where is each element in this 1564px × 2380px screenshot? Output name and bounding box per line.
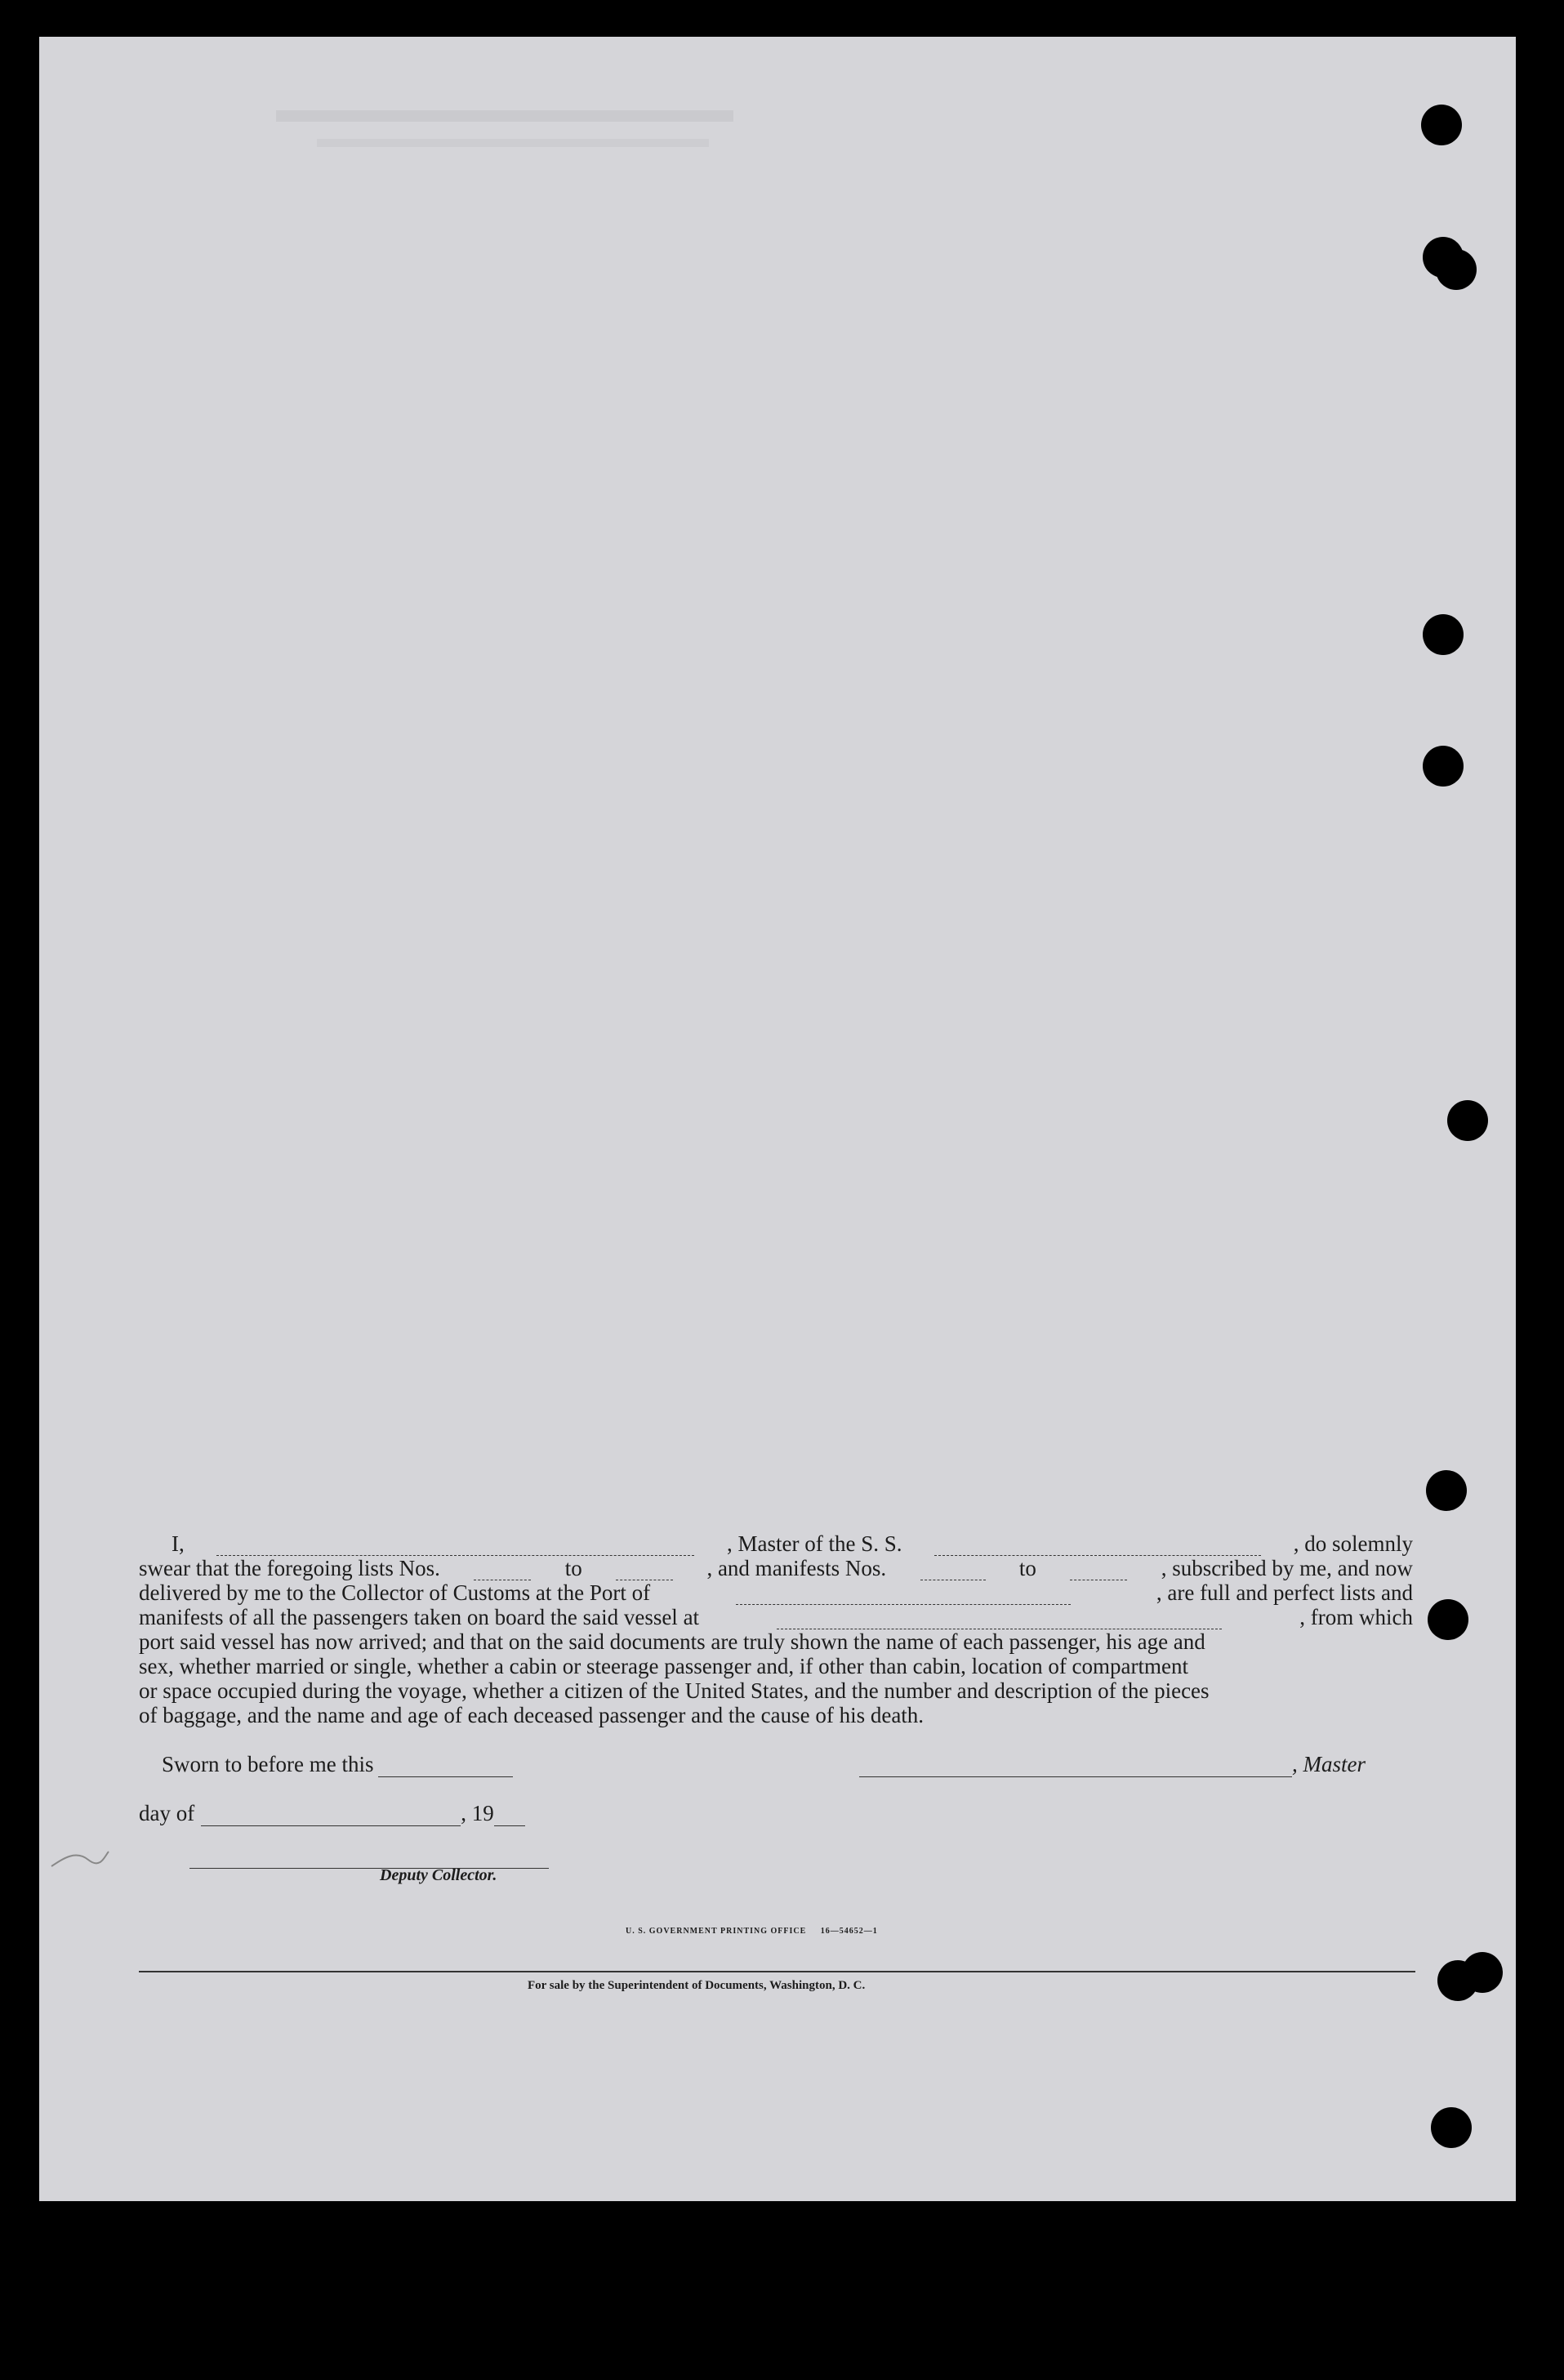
oath-line-4 — [139, 1605, 1413, 1629]
oath-line-5 — [139, 1629, 1413, 1654]
sworn-date-field[interactable] — [378, 1760, 513, 1777]
deputy-collector-label: Deputy Collector. — [380, 1866, 497, 1884]
list-from-field[interactable] — [474, 1562, 531, 1580]
for-sale-note: For sale by the Superintendent of Documents, Washington, D. C. — [528, 1979, 866, 1992]
master-signature-field[interactable] — [859, 1760, 1292, 1777]
punch-hole — [1462, 1952, 1503, 1993]
punch-hole — [1426, 1470, 1467, 1511]
ship-name-field[interactable] — [934, 1537, 1261, 1556]
oath-text: swear that the foregoing lists Nos. — [139, 1556, 440, 1580]
manifest-to-field[interactable] — [1070, 1562, 1127, 1580]
punch-hole — [1423, 746, 1464, 787]
oath-text: or space occupied during the voyage, whether a citizen of the United States, and the number and description of the pieces — [139, 1678, 1210, 1703]
port-field[interactable] — [736, 1586, 1071, 1605]
bleed-through-text — [317, 139, 709, 147]
stray-mark — [47, 1842, 113, 1874]
oath-text: delivered by me to the Collector of Customs at the Port of — [139, 1580, 651, 1605]
year-prefix: , 19 — [461, 1801, 494, 1825]
oath-text: port said vessel has now arrived; and that on the said documents are truly shown the name of each passenger, his age and — [139, 1629, 1205, 1654]
punch-hole — [1423, 614, 1464, 655]
punch-hole — [1431, 2107, 1472, 2148]
oath-text: of baggage, and the name and age of each deceased passenger and the cause of his death. — [139, 1703, 925, 1727]
day-of-row — [139, 1801, 525, 1826]
punch-hole — [1428, 1599, 1468, 1640]
oath-paragraph — [139, 1531, 1413, 1727]
oath-text: , are full and perfect lists and — [1156, 1580, 1413, 1605]
oath-text: to — [564, 1556, 582, 1580]
oath-text: , Master of the S. S. — [727, 1531, 902, 1556]
oath-text: manifests of all the passengers taken on board the said vessel at — [139, 1605, 700, 1629]
oath-text: , and manifests Nos. — [706, 1556, 887, 1580]
oath-line-7 — [139, 1678, 1413, 1703]
day-of-label: day of — [139, 1801, 195, 1825]
oath-line-8 — [139, 1703, 1413, 1727]
master-name-field[interactable] — [216, 1537, 694, 1556]
punch-hole — [1447, 1100, 1488, 1141]
oath-text: , from which — [1299, 1605, 1413, 1629]
punch-hole — [1436, 249, 1477, 290]
footer-rule — [139, 1971, 1415, 1972]
embark-port-field[interactable] — [777, 1611, 1222, 1629]
master-label: , Master — [1292, 1752, 1366, 1776]
oath-text: , do solemnly — [1293, 1531, 1413, 1556]
bleed-through-text — [276, 110, 733, 122]
oath-line-2 — [139, 1556, 1413, 1580]
month-field[interactable] — [201, 1809, 461, 1826]
printing-office-note: U. S. GOVERNMENT PRINTING OFFICE 16—54652—1 — [626, 1927, 878, 1936]
oath-line-6 — [139, 1654, 1413, 1678]
oath-line-1 — [139, 1531, 1413, 1556]
master-signature-row — [859, 1752, 1366, 1777]
oath-text: to — [1018, 1556, 1036, 1580]
year-field[interactable] — [494, 1809, 525, 1826]
oath-line-3 — [139, 1580, 1413, 1605]
oath-text: I, — [172, 1531, 185, 1556]
oath-text: , subscribed by me, and now — [1161, 1556, 1413, 1580]
sworn-row — [162, 1752, 513, 1777]
document-page — [39, 37, 1516, 2201]
manifest-from-field[interactable] — [920, 1562, 986, 1580]
list-to-field[interactable] — [616, 1562, 673, 1580]
sworn-label: Sworn to before me this — [162, 1752, 374, 1776]
oath-text: sex, whether married or single, whether a cabin or steerage passenger and, if other than cabin, location of compartment — [139, 1654, 1189, 1678]
punch-hole — [1421, 105, 1462, 145]
